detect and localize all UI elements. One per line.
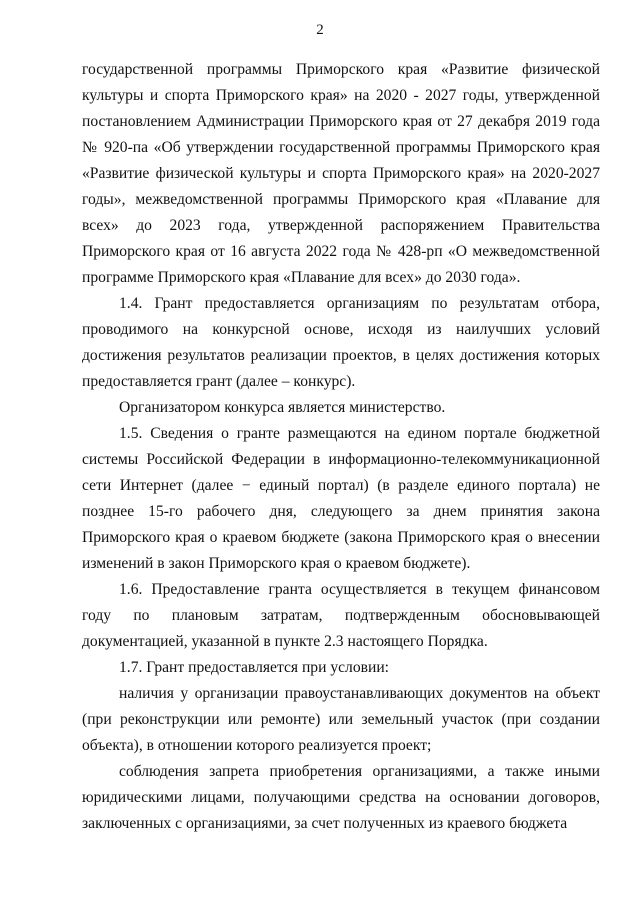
paragraph-1-7: 1.7. Грант предоставляется при условии: — [119, 659, 390, 676]
paragraph-organizer: Организатором конкурса является министерство. — [119, 399, 446, 416]
paragraph-1-6: 1.6. Предоставление гранта осуществляется в текущем финансовом году по плановым затратам, подтвержденным обосновывающей документацией, указанной в пункте 2.3 настоящего Порядка. — [82, 581, 600, 650]
paragraph-condition-documents: наличия у организации правоустанавливающих документов на объект (при реконструкции или ремонте) или земельный участок (при создании объекта), в отношении которого реализуется проект; — [82, 685, 600, 754]
paragraph-1-4: 1.4. Грант предоставляется организациям по результатам отбора, проводимого на конкурсной основе, исходя из наилучших условий достижения результатов реализации проектов, в целях достижения которых предоставляется грант (далее – конкурс). — [82, 295, 600, 390]
paragraph-1-5: 1.5. Сведения о гранте размещаются на едином портале бюджетной системы Российской Федерации в информационно-телекоммуникационной сети Интернет (далее − единый портал) (в разделе единого портала) не позднее 15-го рабочего дня, следующего за днем принятия закона Приморского края о краевом бюджете (закона Приморского края о внесении изменений в закон Приморского края о краевом бюджете). — [82, 425, 600, 572]
paragraph-program-continuation: государственной программы Приморского края «Развитие физической культуры и спорта Приморского края» на 2020 - 2027 годы, утвержденной постановлением Администрации Приморского края от 27 декабря 2019 года № 920-па «Об утверждении государственной программы Приморского края «Развитие физической культуры и спорта Приморского края» на 2020-2027 годы», межведомственной программы Приморского края «Плавание для всех» до 2023 года, утвержденной распоряжением Правительства Приморского края от 16 августа 2022 года № 428-рп «О межведомственной программе Приморского края «Плавание для всех» до 2030 года». — [82, 61, 600, 286]
document-body — [82, 57, 600, 837]
page-number: 2 — [316, 22, 324, 38]
paragraph-condition-prohibition: соблюдения запрета приобретения организациями, а также иными юридическими лицами, получающими средства на основании договоров, заключенных с организациями, за счет полученных из краевого бюджета — [82, 763, 600, 832]
